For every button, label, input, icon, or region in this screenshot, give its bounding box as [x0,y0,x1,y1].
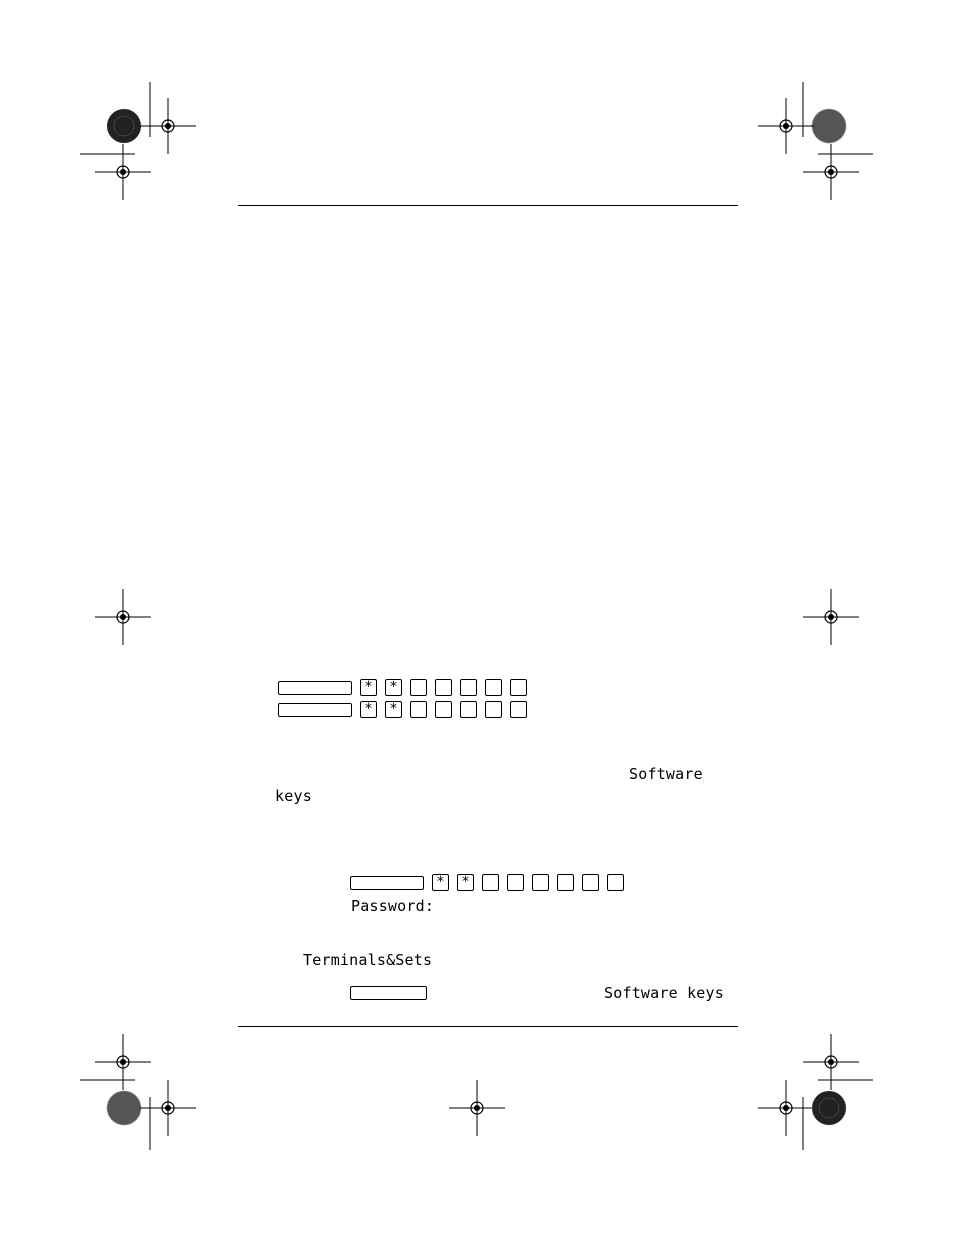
feature-key [278,703,352,717]
dial-key [607,874,624,891]
dial-key [510,701,527,718]
dial-key: * [360,679,377,696]
feature-key [350,876,424,890]
key-sequence-row [278,701,535,718]
registration-cross-icon [758,1080,814,1136]
dial-key [507,874,524,891]
key-sequence-row [350,986,435,1000]
dial-key [510,679,527,696]
dial-key: * [385,679,402,696]
dial-key [435,701,452,718]
registration-cross-icon [803,144,859,200]
dial-key [532,874,549,891]
dial-key [460,679,477,696]
display-text-terminals-sets: Terminals&Sets [303,951,433,969]
dial-key: * [457,874,474,891]
key-sequence-row [350,874,632,891]
registration-cross-icon [95,1034,151,1090]
starburst-icon [812,1091,846,1125]
registration-cross-icon [803,1034,859,1090]
dial-key [435,679,452,696]
dial-key [582,874,599,891]
registration-cross-icon [758,98,814,154]
registration-cross-icon [140,98,196,154]
dial-key [460,701,477,718]
feature-key [350,986,427,1000]
registration-cross-icon [449,1080,505,1136]
header-rule [238,205,738,206]
dial-key: * [432,874,449,891]
dial-key [482,874,499,891]
dial-key [410,679,427,696]
gray-disc-icon [812,109,846,143]
display-text-password: Password: [351,897,435,915]
dial-key: * [360,701,377,718]
registration-cross-icon [140,1080,196,1136]
display-text-keys: keys [275,787,312,805]
dial-key [557,874,574,891]
dial-key [485,679,502,696]
registration-cross-icon [95,144,151,200]
display-text-software: Software [629,765,703,783]
display-text-software-keys: Software keys [604,984,724,1002]
key-sequence-row [278,679,535,696]
registration-cross-icon [803,589,859,645]
starburst-icon [107,109,141,143]
feature-key [278,681,352,695]
registration-cross-icon [95,589,151,645]
dial-key [410,701,427,718]
dial-key [485,701,502,718]
footer-rule [238,1026,738,1027]
gray-disc-icon [107,1091,141,1125]
dial-key: * [385,701,402,718]
